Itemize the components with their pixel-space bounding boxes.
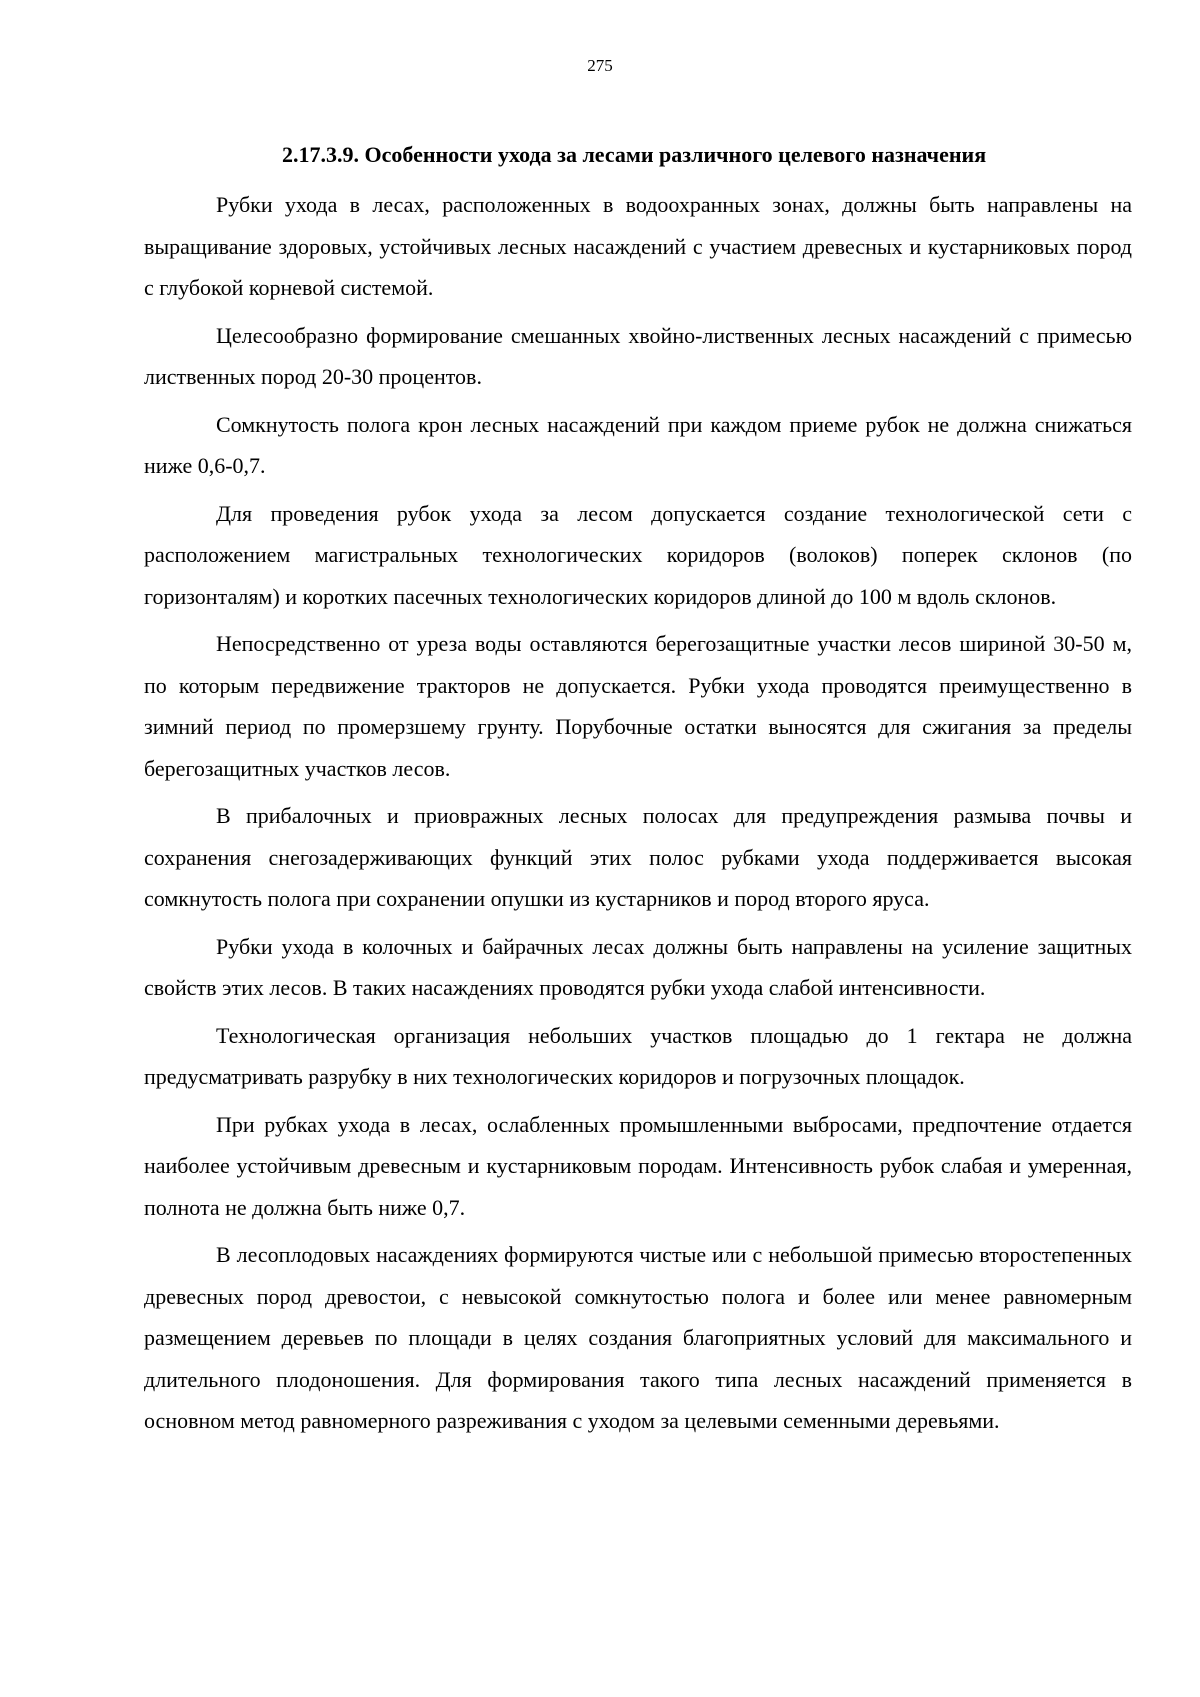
paragraph-shore-protection: Непосредственно от уреза воды оставляются берегозащитные участки лесов шириной 30-50 м, по которым передвижение тракторов не допускается. Рубки ухода проводятся преимущественно в зимний период по промерзшему грунту. Порубочные остатки выносятся для сжигания за пределы берегозащитных участков лесов. bbox=[144, 631, 1132, 781]
section-heading: 2.17.3.9. Особенности ухода за лесами различного целевого назначения bbox=[282, 142, 987, 167]
paragraph-canopy-closure: Сомкнутость полога крон лесных насаждений при каждом приеме рубок не должна снижаться ниже 0,6-0,7. bbox=[144, 411, 1132, 478]
paragraph-kolki-bairak-forests: Рубки ухода в колочных и байрачных лесах должны быть направлены на усиление защитных свойств этих лесов. В таких насаждениях проводятся рубки ухода слабой интенсивности. bbox=[144, 933, 1132, 1000]
paragraph-ravine-belts: В прибалочных и приовражных лесных полосах для предупреждения размыва почвы и сохранения снегозадерживающих функций этих полос рубками ухода поддерживается высокая сомкнутость полога при сохранении опушки из кустарников и пород второго яруса. bbox=[144, 803, 1132, 911]
document-body bbox=[144, 140, 1132, 1448]
paragraph-fruit-stands: В лесоплодовых насаждениях формируются чистые или с небольшой примесью второстепенных древесных пород древостои, с невысокой сомкнутостью полога и более или менее равномерным размещением деревьев по площади в целях создания благоприятных условий для максимального и длительного плодоношения. Для формирования такого типа лесных насаждений применяется в основном метод равномерного разреживания с уходом за целевыми семенными деревьями. bbox=[144, 1242, 1132, 1433]
paragraph-technological-network: Для проведения рубок ухода за лесом допускается создание технологической сети с расположением магистральных технологических коридоров (волоков) поперек склонов (по горизонталям) и коротких пасечных технологических коридоров длиной до 100 м вдоль склонов. bbox=[144, 500, 1132, 609]
paragraph-small-plots: Технологическая организация небольших участков площадью до 1 гектара не должна предусматривать разрубку в них технологических коридоров и погрузочных площадок. bbox=[144, 1022, 1132, 1089]
paragraph-industrial-emissions: При рубках ухода в лесах, ослабленных промышленными выбросами, предпочтение отдается наиболее устойчивым древесным и кустарниковым породам. Интенсивность рубок слабая и умеренная, полнота не должна быть ниже 0,7. bbox=[144, 1111, 1132, 1220]
page-number: 275 bbox=[587, 56, 613, 75]
paragraph-water-protection-zones: Рубки ухода в лесах, расположенных в водоохранных зонах, должны быть направлены на выращивание здоровых, устойчивых лесных насаждений с участием древесных и кустарниковых пород с глубокой корневой системой. bbox=[144, 192, 1132, 300]
paragraph-mixed-stands: Целесообразно формирование смешанных хвойно-лиственных лесных насаждений с примесью лиственных пород 20-30 процентов. bbox=[144, 322, 1132, 389]
